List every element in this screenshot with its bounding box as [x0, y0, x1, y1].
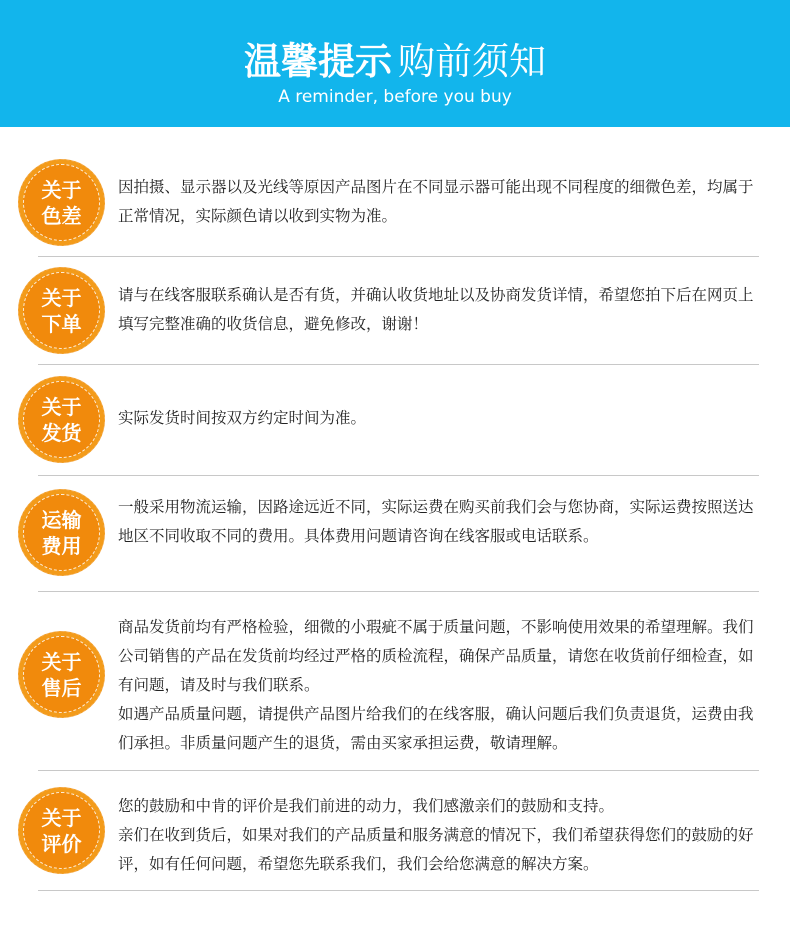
section-text: [118, 613, 760, 758]
badge-line: 发货: [41, 420, 82, 445]
badge: [18, 631, 105, 718]
divider: [38, 364, 759, 365]
banner-title-light: 购前须知: [398, 40, 546, 83]
badge: [18, 489, 105, 576]
banner-title: [0, 40, 790, 84]
divider: [38, 256, 759, 257]
badge-line: 售后: [41, 675, 82, 700]
badge: [18, 267, 105, 354]
badge-line: 色差: [41, 203, 82, 228]
paragraph: 请与在线客服联系确认是否有货，并确认收货地址以及协商发货详情，希望您拍下后在网页上填写完整准确的收货信息，避免修改，谢谢！: [118, 286, 754, 333]
badge: [18, 159, 105, 246]
paragraph: 商品发货前均有严格检验，细微的小瑕疵不属于质量问题，不影响使用效果的希望理解。我们公司销售的产品在发货前均经过严格的质检流程，确保产品质量，请您在收货前仔细检查，如有问题，请及时与我们联系。: [118, 618, 754, 694]
section-text: [118, 493, 760, 551]
divider: [38, 591, 759, 592]
badge-line: 关于: [41, 805, 82, 830]
paragraph: 一般采用物流运输，因路途远近不同，实际运费在购买前我们会与您协商，实际运费按照送达地区不同收取不同的费用。具体费用问题请咨询在线客服或电话联系。: [118, 498, 754, 545]
paragraph: 如遇产品质量问题，请提供产品图片给我们的在线客服，确认问题后我们负责退货，运费由我们承担。非质量问题产生的退货，需由买家承担运费，敬请理解。: [118, 705, 754, 752]
divider: [38, 770, 759, 771]
paragraph: 因拍摄、显示器以及光线等原因产品图片在不同显示器可能出现不同程度的细微色差，均属于正常情况，实际颜色请以收到实物为准。: [118, 178, 754, 225]
paragraph: 您的鼓励和中肯的评价是我们前进的动力，我们感激亲们的鼓励和支持。: [118, 797, 615, 815]
banner-title-strong: 温馨提示: [244, 40, 392, 83]
banner-subtitle: A reminder, before you buy: [278, 87, 512, 107]
badge-line: 关于: [41, 394, 82, 419]
badge: [18, 376, 105, 463]
badge-line: 关于: [41, 649, 82, 674]
paragraph: 实际发货时间按双方约定时间为准。: [118, 409, 367, 427]
badge-line: 运输: [41, 507, 82, 532]
header-banner: [0, 0, 790, 127]
section-text: [118, 281, 760, 339]
paragraph: 亲们在收到货后，如果对我们的产品质量和服务满意的情况下，我们希望获得您们的鼓励的好评，如有任何问题，希望您先联系我们，我们会给您满意的解决方案。: [118, 826, 754, 873]
badge-line: 费用: [41, 533, 82, 558]
badge-line: 关于: [41, 285, 82, 310]
divider: [38, 475, 759, 476]
section-text: [118, 404, 760, 433]
badge: [18, 787, 105, 874]
badge-line: 下单: [41, 311, 82, 336]
section-text: [118, 173, 760, 231]
badge-line: 关于: [41, 177, 82, 202]
section-text: [118, 792, 760, 879]
divider: [38, 890, 759, 891]
badge-line: 评价: [41, 831, 82, 856]
